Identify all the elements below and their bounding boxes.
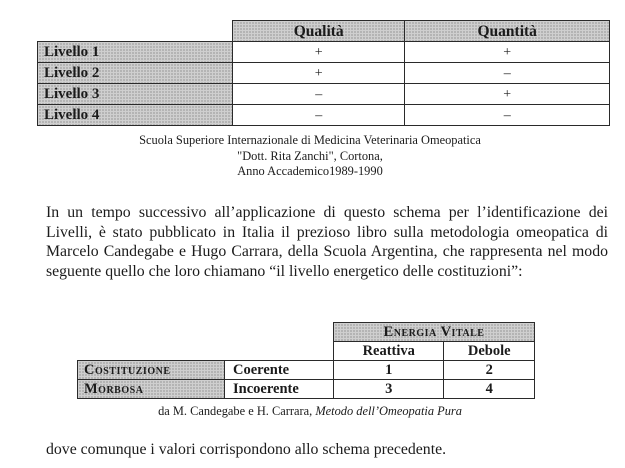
table-row [78,361,535,380]
caption-line: Scuola Superiore Internazionale di Medicina Veterinaria Omeopatica [139,133,481,147]
row-label: Livello 3 [38,84,233,105]
energy-subheader-row [78,342,535,361]
cell-value: 3 [334,380,444,399]
table-row [38,84,610,105]
closing-sentence: dove comunque i valori corrispondono allo schema precedente. [46,441,447,458]
caption-line: Anno Accademico1989-1990 [237,164,383,178]
row-label: Incoerente [225,380,334,399]
header-qualita: Qualità [233,21,405,42]
header-reattiva: Reattiva [334,342,444,361]
caption-prefix: da M. Candegabe e H. Carrara, [158,404,316,418]
energia-vitale-header: Energia Vitale [334,323,535,342]
row-label: Livello 1 [38,42,233,63]
caption-line: "Dott. Rita Zanchi", Cortona, [237,148,383,163]
quantita-value: – [405,105,610,126]
qualita-value: – [233,84,405,105]
table2-caption [60,404,560,419]
quantita-value: – [405,63,610,84]
qualita-value: + [233,63,405,84]
table-row [38,63,610,84]
table-row [38,105,610,126]
levels-table [37,20,610,126]
row-label: Coerente [225,361,334,380]
cell-value: 2 [444,361,535,380]
header-quantita: Quantità [405,21,610,42]
qualita-value: – [233,105,405,126]
row-label: Livello 2 [38,63,233,84]
table-corner-cell [38,21,233,42]
costituzione-label: Costituzione [78,361,225,380]
levels-table-header-row [38,21,610,42]
table1-caption [60,133,560,180]
header-debole: Debole [444,342,535,361]
row-label: Livello 4 [38,105,233,126]
quantita-value: + [405,84,610,105]
table-row [78,380,535,399]
book-title: Metodo dell’Omeopatia Pura [315,404,462,418]
energy-group-header-row [78,323,535,342]
cell-value: 1 [334,361,444,380]
energy-table [77,322,535,399]
qualita-value: + [233,42,405,63]
body-paragraph: In un tempo successivo all’applicazione di questo schema per l’identificazione dei Livelli, è stato pubblicato in Italia il prezioso libro sulla metodologia omeopatica di Marcelo Candegabe e Hugo Carrara, della Scuola Argentina, che rappresenta nel modo seguente quello che loro chiamano “il livello energetico delle costituzioni”: [46,204,608,280]
quantita-value: + [405,42,610,63]
table-row [38,42,610,63]
cell-value: 4 [444,380,535,399]
morbosa-label: Morbosa [78,380,225,399]
